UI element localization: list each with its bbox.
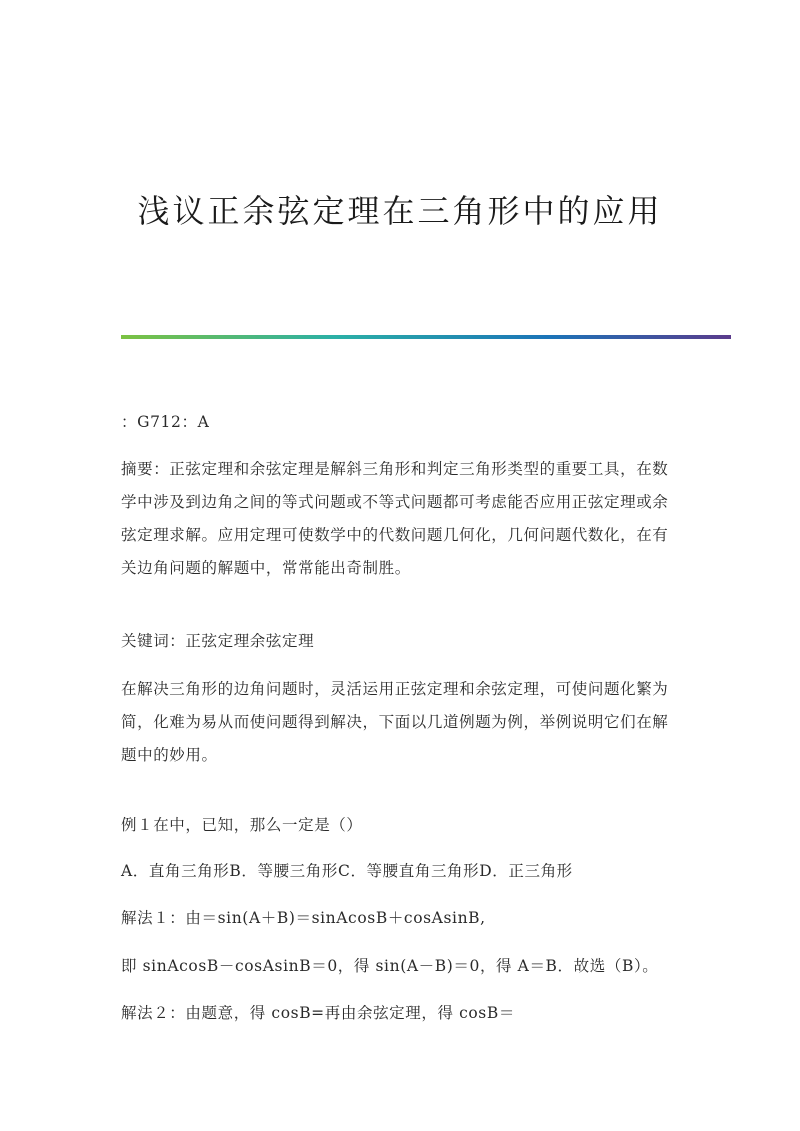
gradient-divider: [121, 335, 731, 339]
abstract-line: 弦定理求解。应用定理可使数学中的代数问题几何化，几何问题代数化，在有: [121, 526, 669, 544]
abstract: [121, 453, 681, 585]
abstract-line: 学中涉及到边角之间的等式问题或不等式问题都可考虑能否应用正弦定理或余: [121, 493, 669, 511]
example-1-options: A．直角三角形B．等腰三角形C．等腰直角三角形D．正三角形: [121, 862, 573, 880]
document-title: 浅议正余弦定理在三角形中的应用: [137, 192, 663, 230]
solution-1-line-1: 解法１：由＝sin(A＋B)＝sinAcosB＋cosAsinB,: [121, 909, 486, 927]
classification-code: ：G712：A: [121, 413, 210, 431]
abstract-line: 摘要：正弦定理和余弦定理是解斜三角形和判定三角形类型的重要工具，在数: [121, 460, 669, 478]
introduction: [121, 673, 681, 772]
keywords: 关键词：正弦定理余弦定理: [121, 632, 315, 650]
abstract-line: 关边角问题的解题中，常常能出奇制胜。: [121, 559, 411, 577]
intro-line: 在解决三角形的边角问题时，灵活运用正弦定理和余弦定理，可使问题化繁为: [121, 680, 669, 698]
intro-line: 题中的妙用。: [121, 746, 218, 764]
intro-line: 简，化难为易从而使问题得到解决，下面以几道例题为例，举例说明它们在解: [121, 713, 669, 731]
example-1-question: 例１在中，已知，那么一定是（）: [121, 816, 363, 834]
solution-1-line-2: 即 sinAcosB－cosAsinB＝0，得 sin(A－B)＝0，得 A＝B．故选（B）。: [121, 957, 659, 975]
solution-2: 解法２：由题意，得 cosB=再由余弦定理，得 cosB＝: [121, 1004, 515, 1022]
